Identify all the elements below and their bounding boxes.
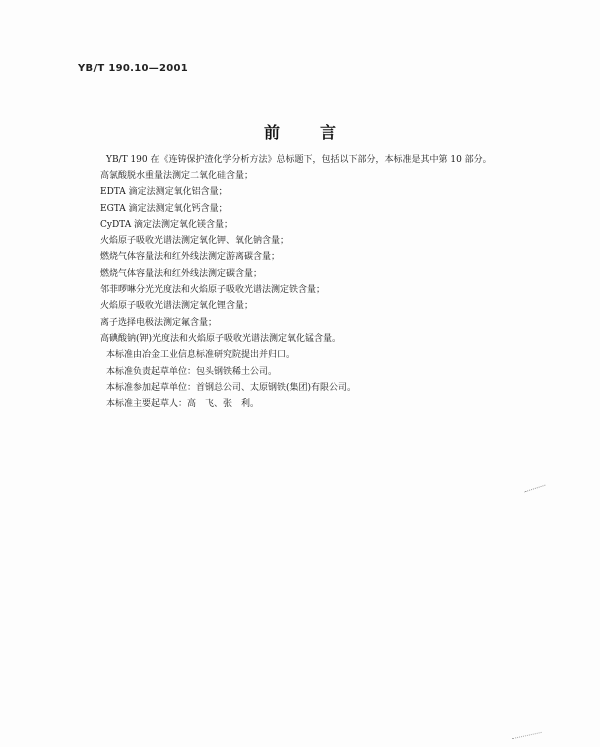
list-item: 邻菲啰啉分光光度法和火焰原子吸收光谱法测定铁含量； (100, 285, 326, 296)
scan-artifact (524, 485, 546, 494)
proposer-paragraph: 本标准由冶金工业信息标准研究院提出并归口。 (106, 350, 296, 361)
parts-list (100, 168, 530, 347)
list-item: 火焰原子吸收光谱法测定氧化锂含量； (100, 301, 254, 312)
list-item: EGTA 滴定法测定氧化钙含量； (100, 203, 228, 214)
page-title: 前言 (263, 123, 376, 142)
list-item: 燃烧气体容量法和红外线法测定碳含量； (100, 268, 263, 279)
list-item: 高氯酸脱水重量法测定二氧化硅含量； (100, 171, 254, 181)
drafting-unit-paragraph: 本标准负责起草单位：包头钢铁稀土公司。 (106, 366, 278, 377)
foreword-body (100, 152, 530, 412)
participating-units-paragraph: 本标准参加起草单位：首钢总公司、太原钢铁(集团)有限公司。 (106, 382, 357, 393)
list-item: 离子选择电极法测定氟含量； (100, 317, 218, 328)
list-item: EDTA 滴定法测定氧化铝含量； (100, 187, 228, 198)
list-item: 高碘酸钠(钾)光度法和火焰原子吸收光谱法测定氧化锰含量。 (100, 333, 342, 344)
standard-code: YB/T 190.10—2001 (78, 63, 189, 74)
list-item: 燃烧气体容量法和红外线法测定游离碳含量； (100, 252, 281, 263)
drafters-paragraph: 本标准主要起草人：高 飞、张 利。 (106, 399, 260, 410)
scan-artifact (512, 732, 542, 740)
list-item: 火焰原子吸收光谱法测定氧化钾、氧化钠含量； (100, 236, 290, 247)
list-item: CyDTA 滴定法测定氧化镁含量； (100, 219, 234, 230)
intro-paragraph: YB/T 190 在《连铸保护渣化学分析方法》总标题下，包括以下部分，本标准是其中第 10 部分。 (106, 155, 492, 165)
